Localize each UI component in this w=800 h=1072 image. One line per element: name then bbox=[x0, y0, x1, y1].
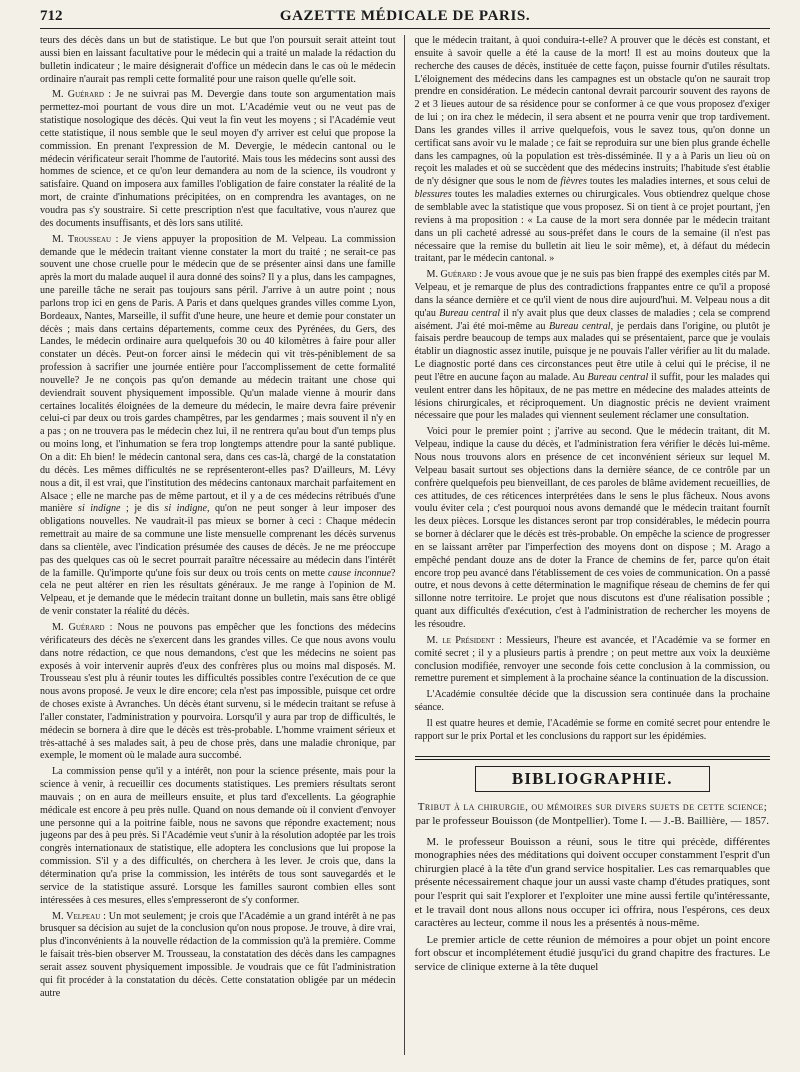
speech-text: : Je vous avoue que je ne suis pas bien frappé des exemples cités par M. Velpeau, et je remarque de plus des contradictions frappantes entre ce qu'il a proposé dans la séance dernière et ce qu'il vient de nous dire aujourd'hui. M. Velpeau nous a dit qu'au bbox=[414, 269, 770, 319]
italic-text: Bureau central bbox=[587, 371, 649, 383]
speech-text: : Je viens appuyer la proposition de M. Velpeau. La commission demande que le médecin traitant vienne constater la mort du traité ; ne serait-ce pas souvent une chose cruelle pour le médecin que de se présenter ainsi dans une famille après la mort du malade auquel il aura donné des soins? Il y a plus, dans les campagnes, une pareille tâche ne serait pas toujours sans péril. J'arrive à un autre point ; nous parlons trop ici en gens de Paris. A Paris et dans quelques grandes villes comme Lyon, Bordeaux, Nantes, Marseille, il suffit d'une heure, une heure et demie pour constater un décès ; mais dans certains départements, comme ceux des Pyrénées, du Gers, des Landes, le médecin ordinaire aura quelquefois 30 ou 40 kilomètres à faire pour aller constater un décès. Peut-on forcer ainsi le médecin qui vit très-péniblement de sa profession à sacrifier une journée entière pour l'accomplissement de cette formalité nouvelle? Je ne conçois pas qu'on demande au médecin traitant une chose qui deviendrait souvent physiquement impossible. Qu'un malade vienne à mourir dans certaines localités éloignées de la demeure du médecin, le maire devra faire prévenir celui-ci par deux ou trois gardes champêtres, par les gendarmes ; mais souvent il n'y en a pas ; on ne trouvera pas le médecin chez lui, il ne rentrera qu'au bout d'un temps plus ou moins long, et l'inhumation se fera trop longtemps attendre pour la santé publique. On a dit: Eh bien! le médecin cantonal sera, dans ces cas-là, chargé de la constatation du décès. Les mêmes difficultés ne se représenteront-elles pas? D'ailleurs, M. Lévy nous a dit, il est vrai, que l'institution des médecins cantonaux marchait parfaitement en Alsace ; elle ne marche pas de même partout, et il y a de ces médecins rétribués d'une manière bbox=[40, 233, 396, 515]
journal-title: GAZETTE MÉDICALE DE PARIS. bbox=[279, 8, 531, 24]
italic-text: cause inconnue bbox=[327, 567, 392, 579]
page-number: 712 bbox=[40, 8, 63, 24]
speech-text: : Messieurs, l'heure est avancée, et l'Académie va se former en comité secret ; il y a plusieurs partis à prendre ; on peut mettre aux voix la deuxième conclusion modifiée, renvoyer une seconde fois cette conclusion à la commission, ou remettre purement et simplement à la prochaine séance la continuation de la discussion. bbox=[414, 634, 770, 685]
paragraph: teurs des décès dans un but de statistique. Le but que l'on poursuit serait atteint tout aussi bien en laissant facultative pour le médecin qui a traité un malade la rédaction du bulletin indicateur ; le maire désignerait d'office un médecin dans le cas où le médecin ordinaire n'aurait pas rempli cette formalité pour une raison quelle qu'elle soit. bbox=[40, 35, 396, 85]
text-columns bbox=[40, 35, 770, 1055]
speaker-name: M. Trousseau bbox=[52, 233, 112, 245]
paragraph bbox=[40, 911, 396, 1001]
italic-text: si indigne bbox=[164, 503, 207, 515]
italic-text: Bureau central bbox=[439, 307, 501, 319]
speech-text: toutes les maladies internes, et sous celui de bbox=[586, 176, 770, 188]
speech-text: ? cela ne peut altérer en rien les résultats généraux. Je me range à l'opinion de M. Velpeau, et je demande que le médecin traitant donne un bulletin, mais sans être obligé de venir constater la réalité du décès. bbox=[40, 567, 396, 618]
speech-text: : Nous ne pouvons pas empêcher que les fonctions des médecins vérificateurs des décès ne s'exercent dans les grandes villes. Ce que nous avons voulu dans notre rédaction, ce que nous demandons, c'est que les médecins ne soient pas exposés à voir intervenir auprès d'eux des confrères plus ou moins mal disposés. M. Trousseau s'est plu à réunir toutes les difficultés possibles contre l'exécution de ce que nous avons proposé. Je veux le dire encore; cela n'est pas impossible, puisque cet ordre de choses existe à Avranches. Un décès étant survenu, si le médecin traitant se refuse à l'aller constater, l'administration y pourvoira. Lorsqu'il y aura par trop de difficultés, le médecin se bornera à dire que le décès est très-probable. L'homme vraiment sérieux et très-attaché à ses malades sait, à peu de chose près, dans une maladie chronique, par exemple, le moment où le malade aura succombé. bbox=[40, 621, 396, 762]
speech-text: que le médecin traitant, à quoi conduira-t-elle? A prouver que le décès est constant, et ensuite à savoir quelle a été la cause de la mort! Il est au moins douteux que la recherche des causes de décès, instituée de cette façon, puisse fournir d'utiles résultats. L'éloignement des médecins dans les campagnes est un obstacle qu'on ne saurait trop prendre en considération. Le médecin cantonal devrait parcourir souvent des rayons de 2 et 3 lieues autour de sa résidence pour se conformer à ce que vous proposez d'exiger de lui ; on ira chez le médecin, il sera absent et ne pourra venir que trop tardivement. Dans les grandes villes il arrive quelquefois, vous le savez tous, qu'on donne un certificat sans avoir vu le malade ; ce fait se reproduira sur une bien plus grande échelle dans les campagnes, où la population est très-disséminée. Il y a à Paris un lieu où on reçoit les malades et où se succèdent que des médecins instruits; l'habitude s'est établie de n'y désigner que sous le nom de bbox=[414, 35, 770, 188]
left-column bbox=[40, 35, 405, 1055]
paragraph bbox=[415, 35, 771, 266]
speaker-name: M. Guérard bbox=[52, 621, 105, 633]
speech-text: , qu'on ne peut songer à leur imposer des obligations nouvelles. Ne vaudrait-il pas mieux se borner à ceci : Chaque médecin remettrait au maire de sa commune une liste mensuelle comprenant les décès survenus dans sa clientèle, avec l'indication présumée des causes de décès. Je ne me préoccupe pas des quelques cas où le secret pourrait paraître nécessaire au médecin dans l'intérêt de la famille. Qu'importe qu'une fois sur deux ou trois cents on mette bbox=[40, 503, 396, 579]
speaker-name: M. Guérard bbox=[52, 89, 104, 101]
bibliography-section bbox=[415, 766, 771, 975]
speech-text: toutes les maladies externes ou chirurgicales. Vous obtiendrez quelque chose de semblable avec la statistique que vous proposez. Si on tient à ce projet pourtant, j'en reviens à ma proposition : « La cause de la mort sera donnée par le médecin traitant dans un pli cacheté adressé au sous-préfet dans le cours de la semaine (il n'est pas nécessaire que la remise du bulletin ait lieu le soir même), et, à défaut du médecin traitant, par le médecin cantonal. » bbox=[414, 189, 770, 265]
italic-text: Bureau central bbox=[549, 320, 611, 332]
book-details: ; par le professeur Bouisson (de Montpellier). Tome I. — J.-B. Baillière, — 1857. bbox=[415, 800, 769, 827]
running-head bbox=[40, 8, 770, 29]
speech-text: , je perdais dans l'origine, ou plutôt je faisais perdre beaucoup de temps aux malades qui se présentaient, parce que je voulais établir un diagnostic assez inutile, puisque je ne pouvais l'aller vérifier au lit du malade. Le diagnostic porté dans ces circonstances peut être utile à celui qui le précise, il ne peut l'être en aucune façon au malade. Au bbox=[414, 320, 770, 383]
paragraph: L'Académie consultée décide que la discussion sera continuée dans la prochaine séance. bbox=[414, 689, 770, 714]
speaker-name: M. Velpeau bbox=[52, 910, 101, 922]
paragraph: Il est quatre heures et demie, l'Académie se forme en comité secret pour entendre le rapport sur le prix Portal et les conclusions du rapport sur les épidémies. bbox=[414, 717, 770, 742]
right-column bbox=[415, 35, 771, 1055]
book-title: Tribut à la chirurgie, ou mémoires sur divers sujets de cette science bbox=[417, 800, 764, 813]
speech-text: il suffit, pour les malades qui veulent entrer dans les hôpitaux, de ne pas mettre en médecine des malades atteints de lésions chirurgicales, et réciproquement. Un diagnostic précis ne devient vraiment nécessaire que pour les malades qui viennent seulement réclamer une consultation. bbox=[414, 371, 770, 422]
section-heading: BIBLIOGRAPHIE. bbox=[475, 766, 711, 792]
italic-text: blessures bbox=[414, 189, 452, 201]
paragraph: Voici pour le premier point ; j'arrive au second. Que le médecin traitant, dit M. Velpeau, indique la cause du décès, et l'administration fera vérifier le décès lui-même. Nous nous trouvons alors en présence de cet inconvénient sérieux sur lequel M. Velpeau basait surtout ses objections dans la dernière séance, de ce contrôle par un confrère quelquefois peu bienveillant, de ces paroles de blâme avidement recueillies, de ces attitudes, de ces réticences interprétées dans le sens le plus fâcheux. Nous avons voulu éviter cela ; c'est pourquoi nous avons demandé que le médecin traitant fournît les deux pièces. Lorsque les distances seront par trop considérables, le médecin pourra se borner à déclarer que le décès est très-probable. On empêche la science de progresser en se laissant arrêter par l'imperfection des moyens dont on dispose ; M. Arago a empêché pendant douze ans de doter la France de chemins de fer, parce qu'on était encore trop peu avancé dans l'établissement de ces voies de communication. On a passé outre, et nous devons à cette détermination le magnifique réseau de chemins de fer qui sillonne notre territoire. Le projet que nous discutons est d'une réalisation possible ; quant aux difficultés d'exécution, c'est à l'administration de rechercher les moyens de les résoudre. bbox=[414, 426, 770, 630]
bibliography-entry bbox=[415, 800, 771, 828]
paragraph: M. le professeur Bouisson a réuni, sous le titre qui précède, différentes monographies nées des méditations qui doivent occuper constamment l'esprit d'un chirurgien placé à la tête d'un grand service hospitalier. Les cas remarquables que présente nécessairement chaque jour un aussi vaste champ d'études pratiques, sont pour l'esprit qui sait l'explorer et l'exploiter une mine aussi fertile qu'intéressante, et le travail dont nous allons nous occuper ici offrira, nous l'espérons, ces deux caractères au lecteur, comme il nous les a présentés à nous-même. bbox=[414, 835, 770, 930]
speech-text: il n'y avait plus que deux classes de maladies ; cela se comprend aisément. J'ai été moi-même au bbox=[414, 307, 770, 332]
paragraph bbox=[415, 269, 771, 423]
speech-text: : Un mot seulement; je crois que l'Académie a un grand intérêt à ne pas brusquer sa décision au sujet de la conclusion qu'on nous propose. Je trouve, à dire vrai, plus d'inconvénients à la nouvelle rédaction de la commission qu'à la première. Comme le faisait très-bien observer M. Trousseau, la constatation des décès dans les campagnes serait assez souvent physiquement impossible. Je voudrais que ce fût l'administration qui fit procéder à la constatation du décès. Cette constatation obligée par un médecin autre bbox=[40, 910, 396, 999]
paragraph bbox=[40, 89, 396, 230]
section-divider bbox=[415, 756, 771, 760]
italic-text: fièvres bbox=[560, 176, 587, 188]
paragraph bbox=[415, 635, 771, 686]
paragraph: La commission pense qu'il y a intérêt, non pour la science présente, mais pour la science à venir, à recueillir ces documents statistiques. Les premiers résultats seront mauvais ; on en aura de meilleurs ensuite, et plus tard d'excellents. La géographie médicale est encore à peu près nulle. Quand on nous demande où il convient d'envoyer une personne qui a la poitrine faible, nous ne savons que répondre exactement; nous jugeons par des à peu près. Si l'Académie veut s'unir à la résolution adoptée par les trois congrès internationaux de statistique, elle adoptera les conclusions que lui propose la commission. S'il y a des difficultés, on cherchera à les lever. Je crois que, dans la détermination qu'a prise la commission, les intérêts de tous sont sauvegardés et le service de la statistique assuré. Lorsque les familles sauront combien elles sont intéressées à ces mesures, elles s'empresseront de s'y conformer. bbox=[40, 766, 396, 906]
paragraph bbox=[40, 234, 396, 619]
speech-text: : Je ne suivrai pas M. Devergie dans toute son argumentation mais permettez-moi pourtant de vous dire un mot. L'Académie veut ou ne veut pas de statistique nosologique des décès. Qui veut la fin veut les moyens ; si l'Académie veut cette statistique, il nous semble que le seul moyen d'y arriver est celui que propose la commission. En prenant l'expression de M. Devergie, le médecin cantonal ou le médecin vérificateur serait l'homme de l'autorité. Mais tous les médecins sont aussi des hommes de science, et ce qu'on leur demandera au nom de la science, ils voudront y satisfaire. Quand on imposera aux familles l'obligation de faire constater la réalité de la mort, de crainte d'inhumations précipitées, on en comprendra les avantages, on ne voudra pas s'y soustraire. Si cette prescription n'est que facultative, vous n'aurez que des documents insuffisants, et dès lors sans utilité. bbox=[40, 89, 396, 229]
paragraph bbox=[40, 622, 396, 763]
speaker-name: M. le Président bbox=[426, 634, 495, 646]
speaker-name: M. Guérard bbox=[426, 269, 477, 281]
speech-text: ; je dis bbox=[120, 503, 165, 515]
paragraph: Le premier article de cette réunion de mémoires a pour objet un point encore fort obscur et incomplétement étudié jusqu'ici du grand chapitre des fractures. Le service de clinique externe à la tête duquel bbox=[414, 933, 770, 973]
italic-text: si indigne bbox=[78, 503, 121, 515]
